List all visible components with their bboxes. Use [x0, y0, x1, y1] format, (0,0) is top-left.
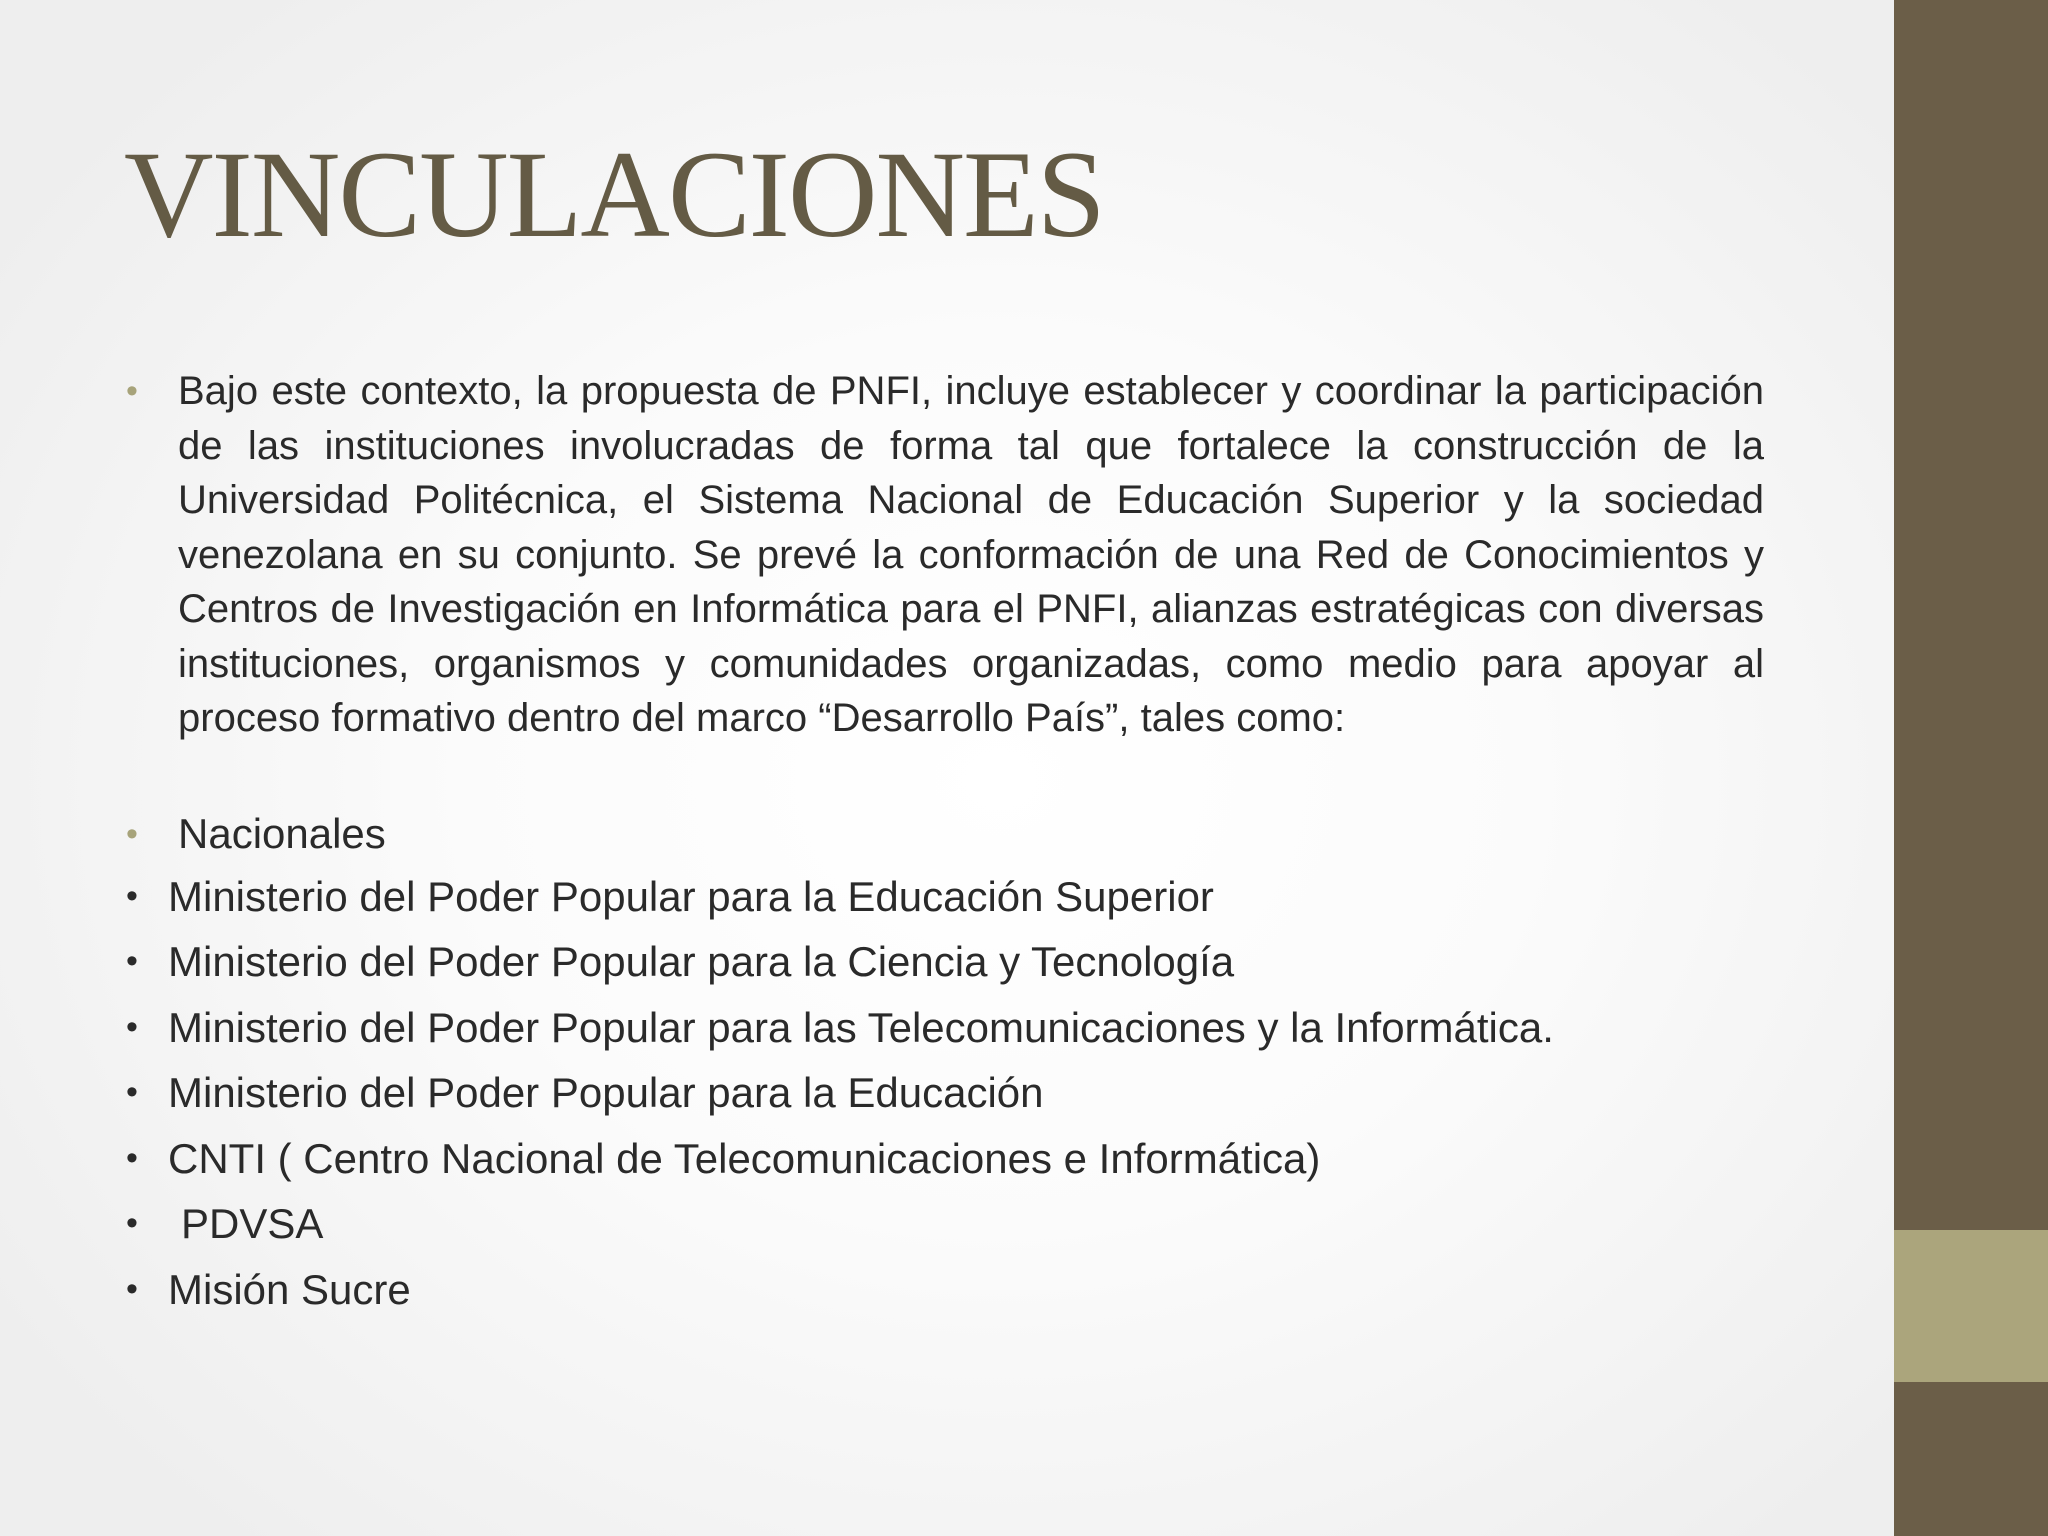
list-item: • Ministerio del Poder Popular para las Telecomunicaciones y la Informática.: [124, 995, 1764, 1061]
list-item: • PDVSA: [124, 1191, 1764, 1257]
bullet-icon: •: [126, 1138, 138, 1177]
bullet-icon: •: [126, 814, 138, 853]
list-item: • Ministerio del Poder Popular para la Educación: [124, 1060, 1764, 1126]
intro-paragraph: [124, 364, 1764, 746]
institutions-list: [124, 864, 1764, 1323]
bullet-icon: •: [126, 876, 138, 915]
list-item: • Misión Sucre: [124, 1257, 1764, 1323]
list-item: • Ministerio del Poder Popular para la Educación Superior: [124, 864, 1764, 930]
list-item: • CNTI ( Centro Nacional de Telecomunicaciones e Informática): [124, 1126, 1764, 1192]
bullet-icon: •: [126, 942, 138, 980]
bullet-icon: •: [126, 1073, 138, 1111]
list-item: • Ministerio del Poder Popular para la Ciencia y Tecnología: [124, 929, 1764, 995]
slide-content: [124, 364, 1764, 1322]
intro-text: Bajo este contexto, la propuesta de PNFI, incluye establecer y coordinar la participación de las instituciones involucradas de forma tal que fortalece la construcción de la Universidad Politécnica, el Sistema Nacional de Educación Superior y la sociedad venezolana en su conjunto. Se prevé la conformación de una Red de Conocimientos y Centros de Investigación en Informática para el PNFI, alianzas estratégicas con diversas instituciones, organismos y comunidades organizadas, como medio para apoyar al proceso formativo dentro del marco “Desarrollo País”, tales como:: [178, 369, 1764, 740]
slide-title: VINCULACIONES: [124, 126, 1104, 263]
section-label-text: Nacionales: [178, 809, 386, 857]
section-label-nacionales: [124, 804, 1764, 864]
bullet-icon: •: [126, 1204, 138, 1242]
bullet-icon: •: [126, 1269, 138, 1308]
side-accent-decoration: [1894, 1230, 2048, 1382]
bullet-icon: •: [126, 1007, 138, 1046]
bullet-icon: •: [126, 372, 138, 410]
